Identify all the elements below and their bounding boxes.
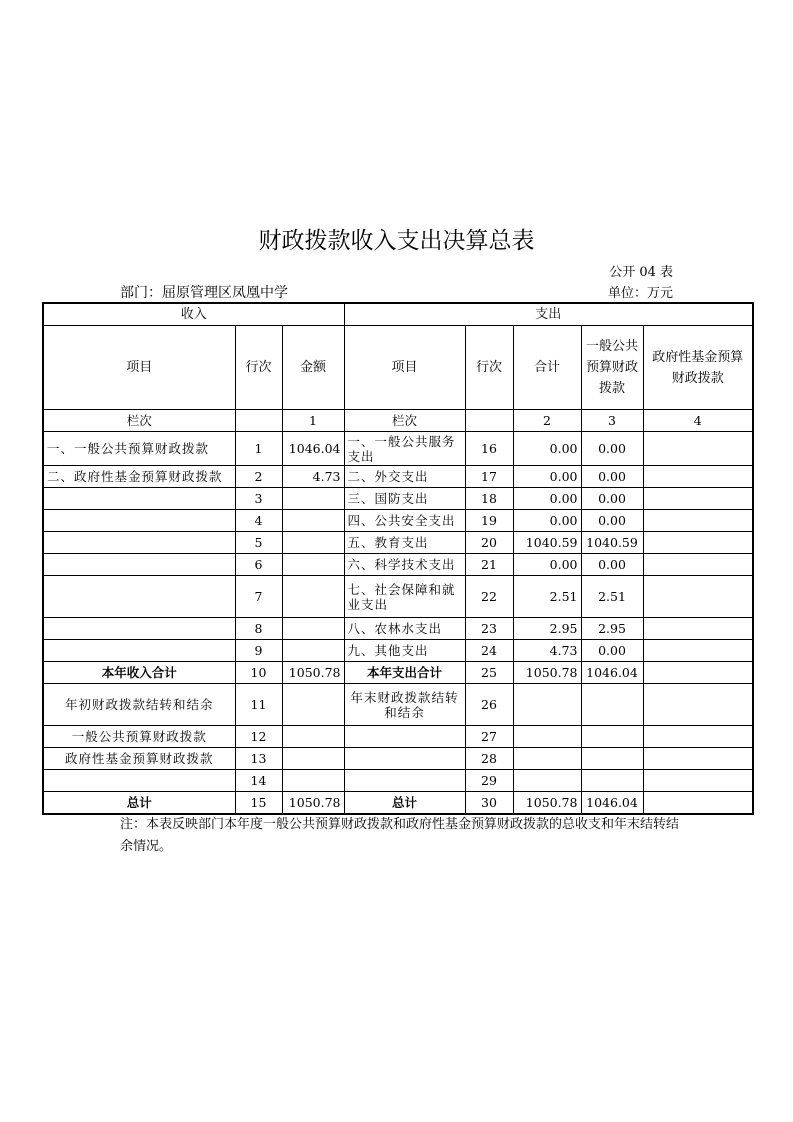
expense-line: 24 [465, 640, 513, 662]
expense-item: 三、国防支出 [344, 488, 465, 510]
table-row [43, 554, 753, 576]
expense-line: 27 [465, 726, 513, 748]
column-index-label: 栏次 [43, 410, 235, 432]
table-row [43, 488, 753, 510]
income-item: 年初财政拨款结转和结余 [43, 684, 235, 726]
expense-total: 2.95 [513, 618, 581, 640]
expense-total: 1040.59 [513, 532, 581, 554]
expense-fund [643, 792, 753, 815]
expense-general: 1046.04 [581, 792, 643, 815]
expense-item-header: 项目 [344, 326, 465, 410]
expense-general: 0.00 [581, 640, 643, 662]
income-amount [282, 618, 344, 640]
department-label: 部门：屈原管理区凤凰中学 [120, 285, 288, 301]
expense-line: 22 [465, 576, 513, 618]
expense-fund [643, 640, 753, 662]
column-index-3: 3 [581, 410, 643, 432]
expense-general: 0.00 [581, 510, 643, 532]
expense-header: 支出 [344, 303, 753, 326]
grand-expense-total-label: 总计 [344, 792, 465, 815]
income-line: 2 [235, 466, 282, 488]
column-index-1: 1 [282, 410, 344, 432]
year-expense-total-label: 本年支出合计 [344, 662, 465, 684]
appropriation-table [42, 302, 754, 815]
expense-general: 0.00 [581, 432, 643, 466]
column-index-label-right: 栏次 [344, 410, 465, 432]
expense-item: 四、公共安全支出 [344, 510, 465, 532]
expense-fund [643, 554, 753, 576]
expense-fund [643, 510, 753, 532]
carry-row [43, 770, 753, 792]
income-line: 5 [235, 532, 282, 554]
income-item [43, 770, 235, 792]
expense-item: 五、教育支出 [344, 532, 465, 554]
expense-fund [643, 488, 753, 510]
expense-total [513, 748, 581, 770]
unit-label: 单位：万元 [607, 286, 673, 301]
income-line: 6 [235, 554, 282, 576]
expense-total [513, 770, 581, 792]
table-row [43, 618, 753, 640]
income-amount: 4.73 [282, 466, 344, 488]
expense-item: 二、外交支出 [344, 466, 465, 488]
column-index-4: 4 [643, 410, 753, 432]
expense-fund [643, 684, 753, 726]
expense-item [344, 770, 465, 792]
income-amount [282, 726, 344, 748]
expense-line: 18 [465, 488, 513, 510]
expense-general: 2.95 [581, 618, 643, 640]
income-line: 8 [235, 618, 282, 640]
expense-total: 0.00 [513, 432, 581, 466]
expense-total [513, 726, 581, 748]
expense-total: 2.51 [513, 576, 581, 618]
year-total-row [43, 662, 753, 684]
income-amount: 1046.04 [282, 432, 344, 466]
expense-general-header: 一般公共预算财政拨款 [581, 326, 643, 410]
expense-general [581, 684, 643, 726]
header-row-group [43, 303, 753, 326]
income-item [43, 640, 235, 662]
income-line: 15 [235, 792, 282, 815]
expense-general [581, 770, 643, 792]
expense-line: 17 [465, 466, 513, 488]
income-line: 7 [235, 576, 282, 618]
table-row [43, 640, 753, 662]
expense-total: 1050.78 [513, 792, 581, 815]
expense-line: 26 [465, 684, 513, 726]
table-row [43, 576, 753, 618]
page-title: 财政拨款收入支出决算总表 [258, 228, 535, 254]
income-line-header: 行次 [235, 326, 282, 410]
income-line: 11 [235, 684, 282, 726]
expense-general [581, 726, 643, 748]
expense-fund [643, 770, 753, 792]
income-amount [282, 510, 344, 532]
expense-total: 4.73 [513, 640, 581, 662]
column-index-row [43, 410, 753, 432]
income-line: 4 [235, 510, 282, 532]
expense-fund [643, 576, 753, 618]
income-amount [282, 640, 344, 662]
year-income-total-label: 本年收入合计 [43, 662, 235, 684]
expense-item: 年末财政拨款结转和结余 [344, 684, 465, 726]
expense-line: 28 [465, 748, 513, 770]
grand-total-row [43, 792, 753, 815]
expense-total-header: 合计 [513, 326, 581, 410]
footnote: 注：本表反映部门本年度一般公共预算财政拨款和政府性基金预算财政拨款的总收支和年末结转结余情况。 [120, 817, 680, 854]
income-header: 收入 [43, 303, 344, 326]
income-line: 12 [235, 726, 282, 748]
table-row [43, 432, 753, 466]
carry-row [43, 748, 753, 770]
income-line: 14 [235, 770, 282, 792]
expense-fund [643, 532, 753, 554]
expense-total: 0.00 [513, 510, 581, 532]
table-row [43, 532, 753, 554]
income-item [43, 576, 235, 618]
column-index-2: 2 [513, 410, 581, 432]
empty-cell [465, 410, 513, 432]
expense-general [581, 748, 643, 770]
expense-item: 一、一般公共服务支出 [344, 432, 465, 466]
income-line: 3 [235, 488, 282, 510]
expense-item: 六、科学技术支出 [344, 554, 465, 576]
expense-fund [643, 726, 753, 748]
income-amount [282, 684, 344, 726]
income-line: 9 [235, 640, 282, 662]
expense-line: 23 [465, 618, 513, 640]
expense-line: 19 [465, 510, 513, 532]
expense-item: 八、农林水支出 [344, 618, 465, 640]
expense-fund [643, 748, 753, 770]
income-item [43, 510, 235, 532]
income-item: 二、政府性基金预算财政拨款 [43, 466, 235, 488]
expense-general: 1046.04 [581, 662, 643, 684]
expense-total [513, 684, 581, 726]
expense-item: 七、社会保障和就业支出 [344, 576, 465, 618]
income-amount [282, 532, 344, 554]
expense-general: 0.00 [581, 488, 643, 510]
expense-fund [643, 662, 753, 684]
expense-line: 16 [465, 432, 513, 466]
grand-income-total-label: 总计 [43, 792, 235, 815]
expense-fund [643, 466, 753, 488]
expense-general: 2.51 [581, 576, 643, 618]
expense-line: 20 [465, 532, 513, 554]
income-line: 1 [235, 432, 282, 466]
table-row [43, 510, 753, 532]
expense-fund-header: 政府性基金预算财政拨款 [643, 326, 753, 410]
expense-item: 九、其他支出 [344, 640, 465, 662]
expense-total: 0.00 [513, 466, 581, 488]
income-amount [282, 488, 344, 510]
expense-fund [643, 618, 753, 640]
expense-line: 21 [465, 554, 513, 576]
income-item [43, 488, 235, 510]
form-code: 公开 04 表 [609, 265, 673, 280]
income-item-header: 项目 [43, 326, 235, 410]
table-row [43, 466, 753, 488]
expense-general: 1040.59 [581, 532, 643, 554]
expense-line: 29 [465, 770, 513, 792]
income-amount [282, 748, 344, 770]
income-amount-header: 金额 [282, 326, 344, 410]
income-line: 10 [235, 662, 282, 684]
income-amount: 1050.78 [282, 792, 344, 815]
header-row-columns [43, 326, 753, 410]
income-item [43, 554, 235, 576]
income-item [43, 532, 235, 554]
expense-line: 30 [465, 792, 513, 815]
income-item: 一般公共预算财政拨款 [43, 726, 235, 748]
income-item: 政府性基金预算财政拨款 [43, 748, 235, 770]
expense-item [344, 726, 465, 748]
expense-total: 1050.78 [513, 662, 581, 684]
empty-cell [235, 410, 282, 432]
income-amount [282, 770, 344, 792]
income-amount: 1050.78 [282, 662, 344, 684]
income-line: 13 [235, 748, 282, 770]
expense-general: 0.00 [581, 554, 643, 576]
income-item [43, 618, 235, 640]
expense-general: 0.00 [581, 466, 643, 488]
carry-row [43, 684, 753, 726]
expense-line: 25 [465, 662, 513, 684]
expense-item [344, 748, 465, 770]
carry-row [43, 726, 753, 748]
income-item: 一、一般公共预算财政拨款 [43, 432, 235, 466]
expense-line-header: 行次 [465, 326, 513, 410]
expense-total: 0.00 [513, 488, 581, 510]
income-amount [282, 576, 344, 618]
income-amount [282, 554, 344, 576]
expense-total: 0.00 [513, 554, 581, 576]
expense-fund [643, 432, 753, 466]
